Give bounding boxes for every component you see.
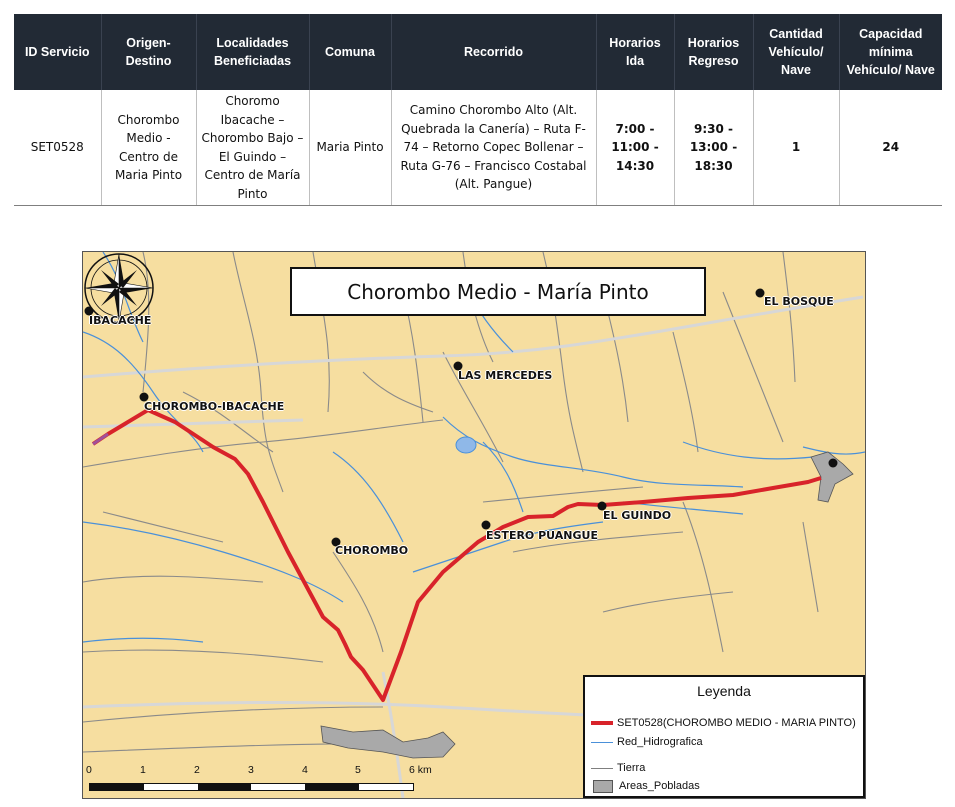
table-header-row bbox=[14, 14, 942, 90]
map-legend bbox=[583, 675, 865, 798]
map-title: Chorombo Medio - María Pinto bbox=[347, 279, 649, 304]
label-las-mercedes: LAS MERCEDES bbox=[458, 369, 553, 382]
label-el-bosque: EL BOSQUE bbox=[764, 295, 834, 308]
header-localidades: Localidades Beneficiadas bbox=[196, 14, 309, 90]
scale-tick-5: 5 bbox=[355, 764, 361, 776]
legend-item-hydro bbox=[591, 735, 703, 749]
areas-swatch-icon bbox=[593, 780, 613, 793]
header-origen-destino: Origen-Destino bbox=[101, 14, 196, 90]
dirt-swatch-icon bbox=[591, 768, 613, 769]
label-el-guindo: EL GUINDO bbox=[603, 509, 672, 522]
header-horarios-regreso: Horarios Regreso bbox=[674, 14, 753, 90]
place-markers bbox=[85, 289, 838, 547]
scale-tick-4: 4 bbox=[302, 764, 308, 776]
cell-id-servicio: SET0528 bbox=[14, 90, 101, 206]
compass-icon bbox=[85, 254, 153, 322]
populated-area-maria-pinto bbox=[321, 726, 455, 758]
legend-item-route bbox=[591, 716, 856, 730]
legend-dirt-label: Tierra bbox=[617, 762, 646, 774]
legend-hydro-label: Red_Hidrografica bbox=[617, 736, 703, 748]
route-start-segment bbox=[93, 434, 108, 444]
lagoon bbox=[456, 437, 476, 453]
header-id-servicio: ID Servicio bbox=[14, 14, 101, 90]
scale-tick-2: 2 bbox=[194, 764, 200, 776]
header-comuna: Comuna bbox=[309, 14, 391, 90]
bus-route-line bbox=[93, 410, 821, 700]
service-table bbox=[14, 14, 942, 206]
header-cantidad: Cantidad Vehículo/ Nave bbox=[753, 14, 839, 90]
cell-localidades: Choromo Ibacache – Chorombo Bajo – El Guindo – Centro de María Pinto bbox=[196, 90, 309, 206]
legend-title: Leyenda bbox=[697, 683, 751, 699]
cell-capacidad: 24 bbox=[839, 90, 942, 206]
map-title-box bbox=[290, 267, 706, 316]
hydro-swatch-icon bbox=[591, 742, 613, 743]
cell-horarios-regreso: 9:30 - 13:00 - 18:30 bbox=[674, 90, 753, 206]
scale-tick-0: 0 bbox=[86, 764, 92, 776]
label-estero-puangue: ESTERO PUANGUE bbox=[486, 529, 598, 542]
label-chorombo: CHOROMBO bbox=[335, 544, 409, 557]
cell-comuna: Maria Pinto bbox=[309, 90, 391, 206]
scale-tick-6: 6 km bbox=[409, 764, 432, 776]
legend-item-areas bbox=[591, 779, 700, 793]
label-chorombo-ibacache: CHOROMBO-IBACACHE bbox=[144, 400, 285, 413]
header-horarios-ida: Horarios Ida bbox=[596, 14, 674, 90]
legend-areas-label: Areas_Pobladas bbox=[619, 780, 700, 792]
legend-item-dirt bbox=[591, 761, 645, 775]
scale-bar bbox=[89, 783, 414, 791]
cell-cantidad: 1 bbox=[753, 90, 839, 206]
marker-maria-pinto bbox=[829, 459, 838, 468]
scale-tick-1: 1 bbox=[140, 764, 146, 776]
header-capacidad: Capacidad mínima Vehículo/ Nave bbox=[839, 14, 942, 90]
header-recorrido: Recorrido bbox=[391, 14, 596, 90]
table-row bbox=[14, 90, 942, 206]
label-ibacache: IBACACHE bbox=[89, 314, 152, 327]
route-swatch-icon bbox=[591, 721, 613, 725]
scale-tick-3: 3 bbox=[248, 764, 254, 776]
legend-route-label: SET0528(CHOROMBO MEDIO - MARIA PINTO) bbox=[617, 717, 856, 729]
cell-recorrido: Camino Chorombo Alto (Alt. Quebrada la Canería) – Ruta F-74 – Retorno Copec Bollenar – Ruta G-76 – Francisco Costabal (Alt. Pangue) bbox=[391, 90, 596, 206]
route-map bbox=[82, 251, 866, 799]
cell-horarios-ida: 7:00 - 11:00 - 14:30 bbox=[596, 90, 674, 206]
cell-origen-destino: Chorombo Medio - Centro de Maria Pinto bbox=[101, 90, 196, 206]
